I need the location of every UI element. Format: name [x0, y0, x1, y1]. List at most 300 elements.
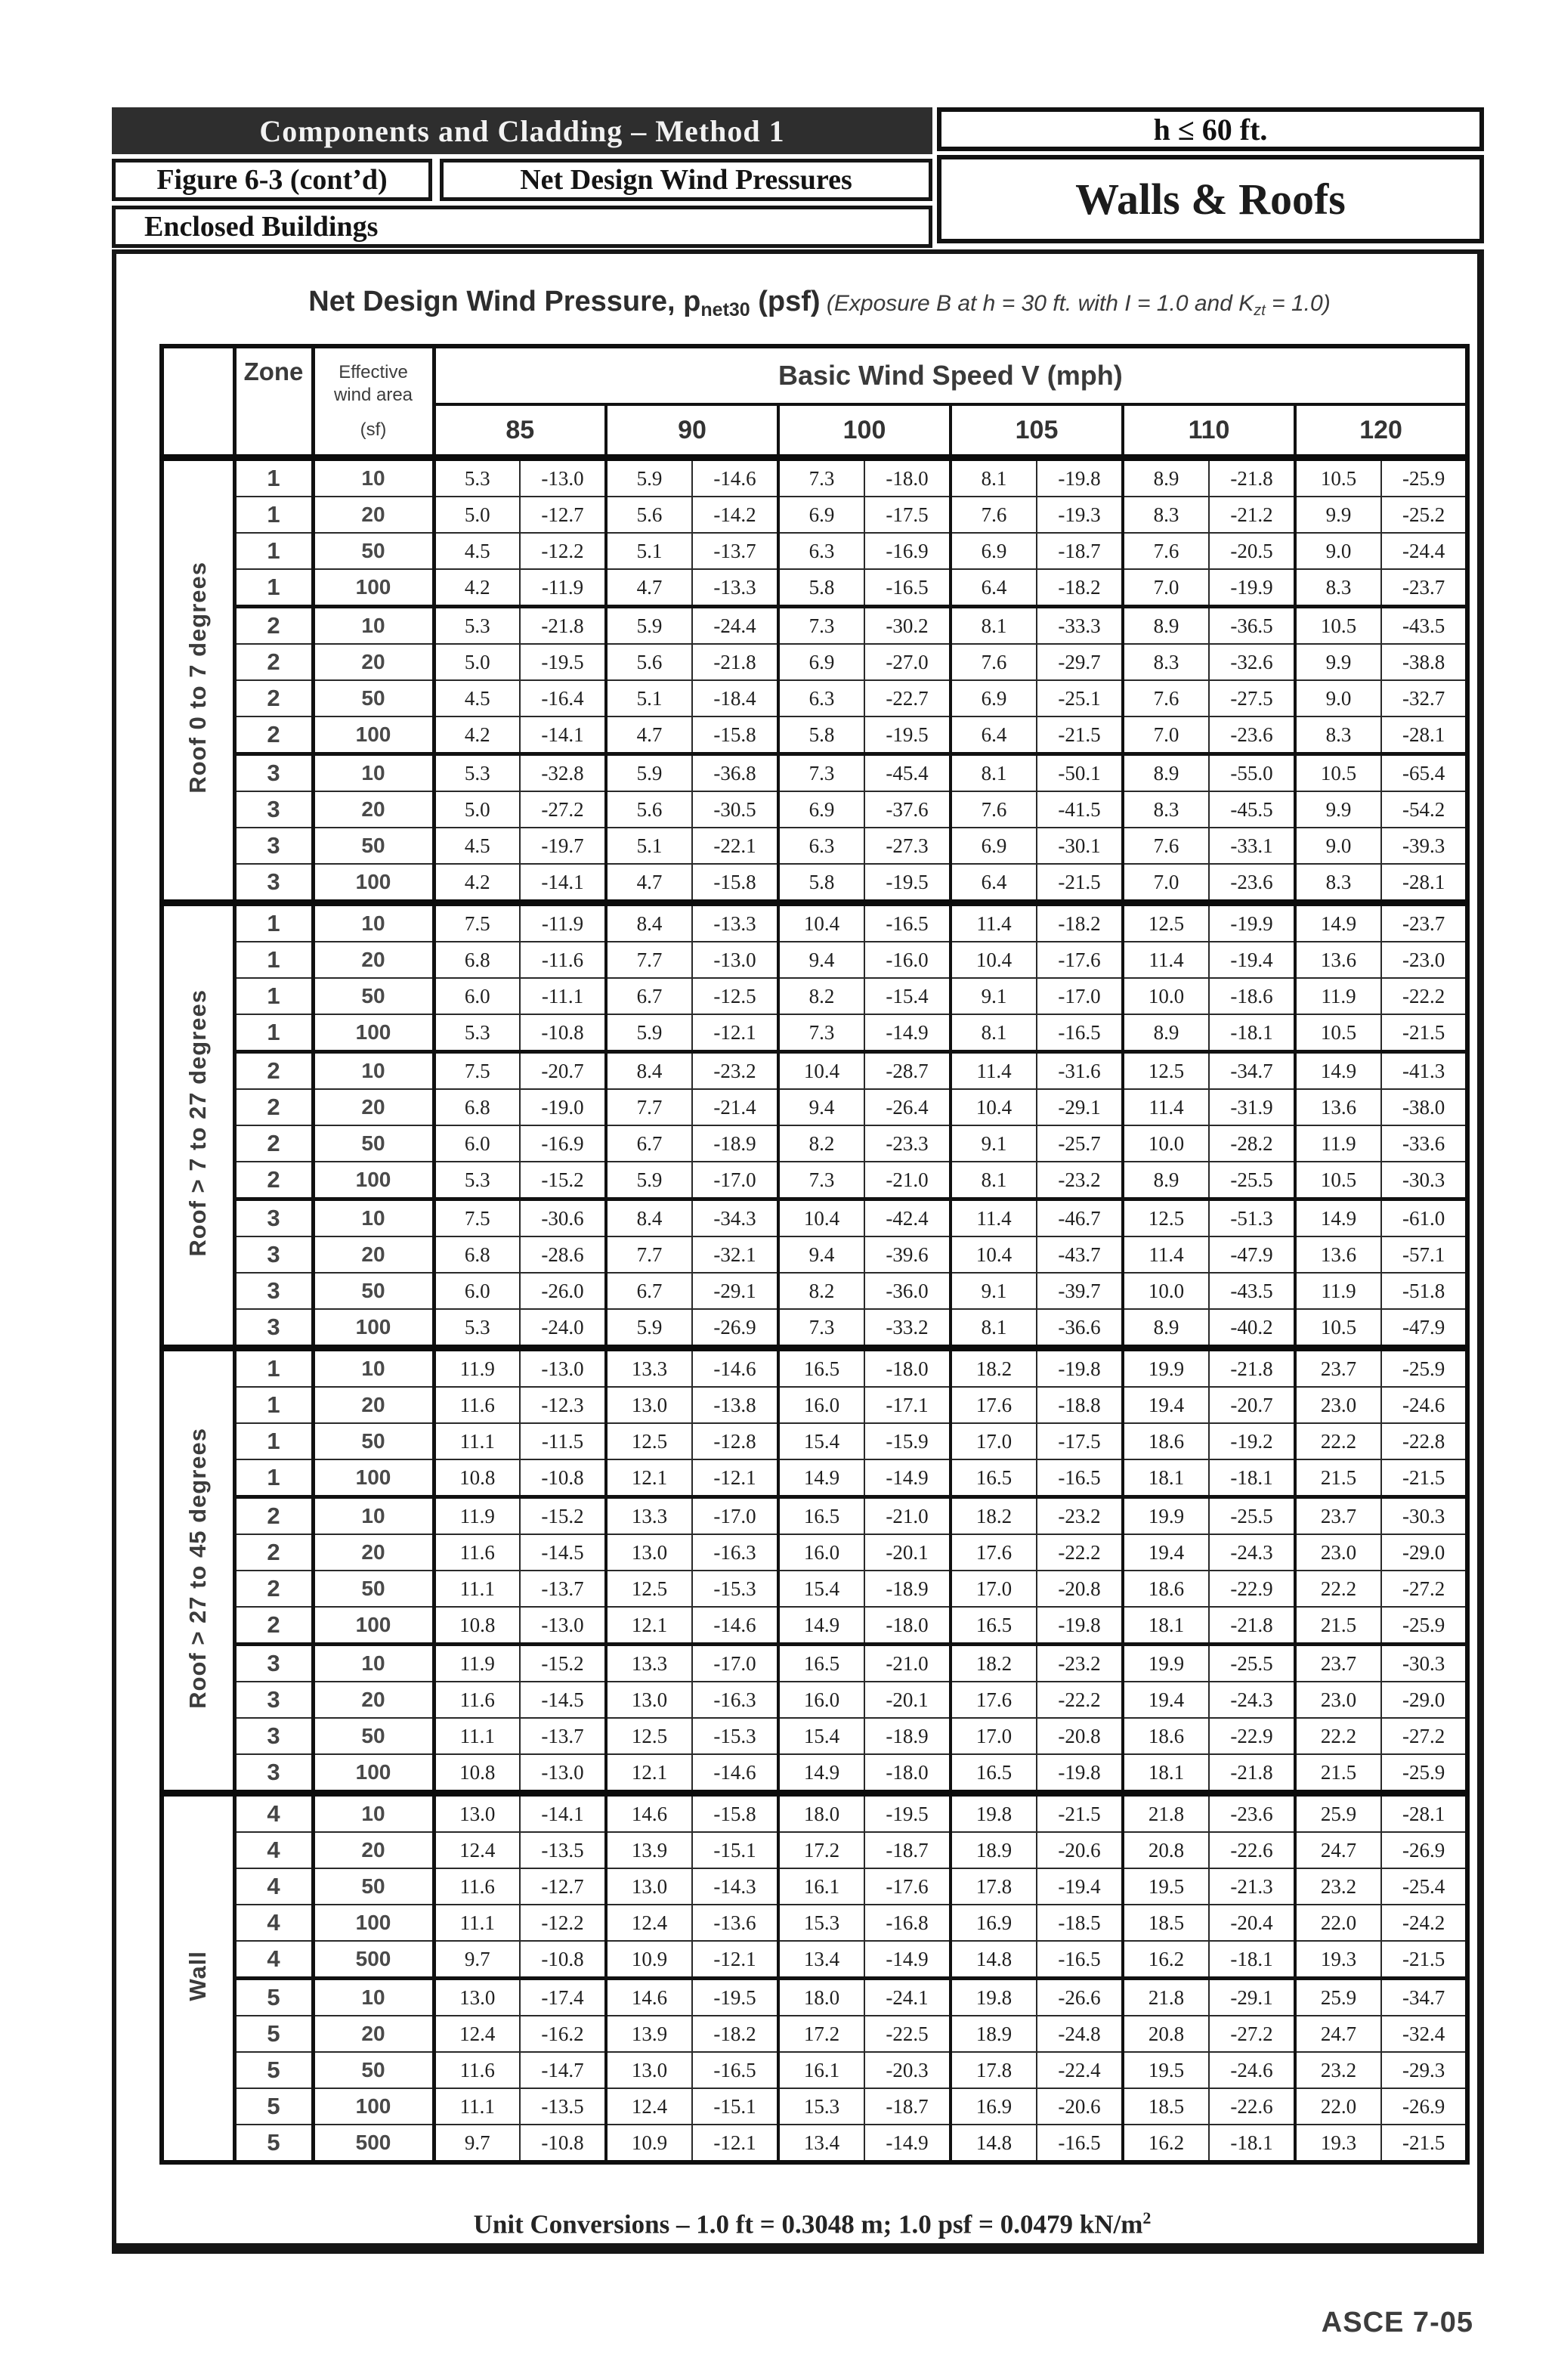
positive-pressure-cell: 23.0 — [1295, 1387, 1381, 1423]
zone-cell: 1 — [234, 942, 313, 978]
positive-pressure-cell: 15.4 — [778, 1423, 864, 1459]
negative-pressure-cell: -21.8 — [1209, 1607, 1295, 1645]
negative-pressure-cell: -47.9 — [1209, 1236, 1295, 1273]
positive-pressure-cell: 8.3 — [1295, 569, 1381, 607]
positive-pressure-cell: 11.4 — [951, 1052, 1037, 1090]
negative-pressure-cell: -22.9 — [1209, 1571, 1295, 1607]
table-row — [162, 1459, 1467, 1497]
positive-pressure-cell: 6.9 — [951, 533, 1037, 569]
negative-pressure-cell: -22.4 — [1037, 2052, 1123, 2088]
positive-pressure-cell: 6.3 — [778, 533, 864, 569]
negative-pressure-cell: -18.2 — [1037, 903, 1123, 942]
negative-pressure-cell: -19.5 — [520, 644, 606, 680]
negative-pressure-cell: -13.3 — [692, 903, 778, 942]
negative-pressure-cell: -13.5 — [520, 1832, 606, 1868]
positive-pressure-cell: 11.4 — [1123, 1089, 1209, 1125]
positive-pressure-cell: 6.0 — [434, 978, 520, 1014]
positive-pressure-cell: 5.3 — [434, 1014, 520, 1052]
negative-pressure-cell: -25.9 — [1381, 1754, 1467, 1794]
negative-pressure-cell: -33.2 — [864, 1309, 951, 1348]
positive-pressure-cell: 14.9 — [1295, 1052, 1381, 1090]
negative-pressure-cell: -16.3 — [692, 1682, 778, 1718]
positive-pressure-cell: 17.6 — [951, 1534, 1037, 1571]
negative-pressure-cell: -22.2 — [1037, 1682, 1123, 1718]
table-corner-cell — [162, 346, 234, 458]
positive-pressure-cell: 15.3 — [778, 2088, 864, 2125]
zone-cell: 2 — [234, 1162, 313, 1199]
negative-pressure-cell: -20.1 — [864, 1534, 951, 1571]
negative-pressure-cell: -13.5 — [520, 2088, 606, 2125]
negative-pressure-cell: -32.6 — [1209, 644, 1295, 680]
positive-pressure-cell: 14.6 — [606, 1979, 692, 2016]
negative-pressure-cell: -19.8 — [1037, 1607, 1123, 1645]
negative-pressure-cell: -10.8 — [520, 1014, 606, 1052]
negative-pressure-cell: -14.9 — [864, 2125, 951, 2162]
positive-pressure-cell: 9.7 — [434, 2125, 520, 2162]
table-row — [162, 458, 1467, 497]
effective-area-cell: 50 — [313, 978, 434, 1014]
table-row — [162, 1941, 1467, 1979]
positive-pressure-cell: 5.3 — [434, 1309, 520, 1348]
negative-pressure-cell: -51.3 — [1209, 1199, 1295, 1237]
negative-pressure-cell: -16.5 — [692, 2052, 778, 2088]
positive-pressure-cell: 8.9 — [1123, 754, 1209, 792]
table-row — [162, 1309, 1467, 1348]
positive-pressure-cell: 6.8 — [434, 1089, 520, 1125]
positive-pressure-cell: 20.8 — [1123, 1832, 1209, 1868]
negative-pressure-cell: -21.2 — [1209, 497, 1295, 533]
positive-pressure-cell: 11.1 — [434, 2088, 520, 2125]
effective-area-cell: 100 — [313, 2088, 434, 2125]
zone-cell: 1 — [234, 497, 313, 533]
positive-pressure-cell: 8.2 — [778, 1273, 864, 1309]
effective-area-cell: 100 — [313, 1162, 434, 1199]
negative-pressure-cell: -21.5 — [1037, 1794, 1123, 1833]
positive-pressure-cell: 11.9 — [1295, 1273, 1381, 1309]
effective-area-cell: 500 — [313, 1941, 434, 1979]
positive-pressure-cell: 18.0 — [778, 1794, 864, 1833]
positive-pressure-cell: 9.0 — [1295, 680, 1381, 716]
positive-pressure-cell: 15.4 — [778, 1718, 864, 1754]
positive-pressure-cell: 11.4 — [1123, 942, 1209, 978]
negative-pressure-cell: -24.2 — [1381, 1905, 1467, 1941]
positive-pressure-cell: 9.7 — [434, 1941, 520, 1979]
negative-pressure-cell: -25.5 — [1209, 1162, 1295, 1199]
table-row — [162, 533, 1467, 569]
positive-pressure-cell: 7.7 — [606, 942, 692, 978]
table-row — [162, 1199, 1467, 1237]
effective-area-cell: 100 — [313, 1754, 434, 1794]
negative-pressure-cell: -21.5 — [1381, 1014, 1467, 1052]
negative-pressure-cell: -16.9 — [864, 533, 951, 569]
negative-pressure-cell: -11.9 — [520, 903, 606, 942]
negative-pressure-cell: -22.7 — [864, 680, 951, 716]
negative-pressure-cell: -10.8 — [520, 2125, 606, 2162]
negative-pressure-cell: -20.8 — [1037, 1571, 1123, 1607]
table-row — [162, 828, 1467, 864]
positive-pressure-cell: 19.8 — [951, 1979, 1037, 2016]
negative-pressure-cell: -26.9 — [1381, 1832, 1467, 1868]
table-row — [162, 1607, 1467, 1645]
positive-pressure-cell: 10.4 — [778, 1199, 864, 1237]
negative-pressure-cell: -17.0 — [692, 1497, 778, 1535]
negative-pressure-cell: -22.2 — [1381, 978, 1467, 1014]
positive-pressure-cell: 5.3 — [434, 1162, 520, 1199]
negative-pressure-cell: -32.8 — [520, 754, 606, 792]
positive-pressure-cell: 8.1 — [951, 458, 1037, 497]
negative-pressure-cell: -27.3 — [864, 828, 951, 864]
negative-pressure-cell: -16.5 — [1037, 1459, 1123, 1497]
positive-pressure-cell: 5.9 — [606, 458, 692, 497]
pressure-table-body — [162, 458, 1467, 2163]
negative-pressure-cell: -19.5 — [864, 864, 951, 903]
positive-pressure-cell: 6.8 — [434, 942, 520, 978]
negative-pressure-cell: -36.8 — [692, 754, 778, 792]
positive-pressure-cell: 10.4 — [951, 1089, 1037, 1125]
negative-pressure-cell: -36.0 — [864, 1273, 951, 1309]
effective-area-cell: 50 — [313, 828, 434, 864]
positive-pressure-cell: 4.5 — [434, 828, 520, 864]
negative-pressure-cell: -17.4 — [520, 1979, 606, 2016]
positive-pressure-cell: 11.4 — [951, 1199, 1037, 1237]
negative-pressure-cell: -13.6 — [692, 1905, 778, 1941]
negative-pressure-cell: -25.7 — [1037, 1125, 1123, 1162]
table-row — [162, 2016, 1467, 2052]
wind-speed-value: 105 — [951, 404, 1123, 458]
positive-pressure-cell: 10.8 — [434, 1459, 520, 1497]
effective-area-cell: 100 — [313, 1459, 434, 1497]
positive-pressure-cell: 16.0 — [778, 1682, 864, 1718]
negative-pressure-cell: -28.1 — [1381, 716, 1467, 754]
positive-pressure-cell: 5.3 — [434, 607, 520, 645]
negative-pressure-cell: -23.7 — [1381, 903, 1467, 942]
negative-pressure-cell: -16.8 — [864, 1905, 951, 1941]
effective-area-cell: 10 — [313, 903, 434, 942]
negative-pressure-cell: -17.5 — [864, 497, 951, 533]
negative-pressure-cell: -27.2 — [520, 791, 606, 828]
negative-pressure-cell: -29.0 — [1381, 1534, 1467, 1571]
positive-pressure-cell: 22.2 — [1295, 1718, 1381, 1754]
negative-pressure-cell: -12.1 — [692, 1941, 778, 1979]
negative-pressure-cell: -33.6 — [1381, 1125, 1467, 1162]
positive-pressure-cell: 19.3 — [1295, 2125, 1381, 2162]
positive-pressure-cell: 23.2 — [1295, 2052, 1381, 2088]
negative-pressure-cell: -21.0 — [864, 1497, 951, 1535]
positive-pressure-cell: 5.0 — [434, 791, 520, 828]
positive-pressure-cell: 17.6 — [951, 1682, 1037, 1718]
negative-pressure-cell: -16.5 — [864, 903, 951, 942]
negative-pressure-cell: -21.5 — [1037, 716, 1123, 754]
positive-pressure-cell: 14.6 — [606, 1794, 692, 1833]
negative-pressure-cell: -19.2 — [1209, 1423, 1295, 1459]
table-row — [162, 1236, 1467, 1273]
negative-pressure-cell: -26.4 — [864, 1089, 951, 1125]
negative-pressure-cell: -22.2 — [1037, 1534, 1123, 1571]
negative-pressure-cell: -24.1 — [864, 1979, 951, 2016]
effective-area-cell: 500 — [313, 2125, 434, 2162]
positive-pressure-cell: 16.5 — [778, 1497, 864, 1535]
negative-pressure-cell: -25.5 — [1209, 1645, 1295, 1682]
area-column-header — [313, 346, 434, 458]
negative-pressure-cell: -26.6 — [1037, 1979, 1123, 2016]
negative-pressure-cell: -27.2 — [1209, 2016, 1295, 2052]
negative-pressure-cell: -22.5 — [864, 2016, 951, 2052]
negative-pressure-cell: -18.2 — [1037, 569, 1123, 607]
negative-pressure-cell: -18.9 — [692, 1125, 778, 1162]
zone-cell: 4 — [234, 1832, 313, 1868]
positive-pressure-cell: 17.2 — [778, 1832, 864, 1868]
table-row — [162, 1979, 1467, 2016]
negative-pressure-cell: -55.0 — [1209, 754, 1295, 792]
zone-cell: 2 — [234, 1497, 313, 1535]
positive-pressure-cell: 7.3 — [778, 458, 864, 497]
positive-pressure-cell: 9.9 — [1295, 497, 1381, 533]
positive-pressure-cell: 21.5 — [1295, 1607, 1381, 1645]
positive-pressure-cell: 11.9 — [434, 1497, 520, 1535]
negative-pressure-cell: -39.3 — [1381, 828, 1467, 864]
table-row — [162, 2125, 1467, 2162]
negative-pressure-cell: -47.9 — [1381, 1309, 1467, 1348]
positive-pressure-cell: 5.0 — [434, 497, 520, 533]
negative-pressure-cell: -20.7 — [520, 1052, 606, 1090]
positive-pressure-cell: 11.4 — [951, 903, 1037, 942]
positive-pressure-cell: 11.1 — [434, 1423, 520, 1459]
table-row — [162, 1423, 1467, 1459]
negative-pressure-cell: -17.0 — [692, 1645, 778, 1682]
zone-cell: 3 — [234, 1199, 313, 1237]
positive-pressure-cell: 13.9 — [606, 1832, 692, 1868]
positive-pressure-cell: 7.0 — [1123, 716, 1209, 754]
negative-pressure-cell: -16.5 — [1037, 1941, 1123, 1979]
negative-pressure-cell: -24.6 — [1209, 2052, 1295, 2088]
positive-pressure-cell: 5.6 — [606, 497, 692, 533]
zone-cell: 2 — [234, 1607, 313, 1645]
zone-cell: 3 — [234, 754, 313, 792]
table-row — [162, 1125, 1467, 1162]
positive-pressure-cell: 8.2 — [778, 1125, 864, 1162]
positive-pressure-cell: 9.9 — [1295, 791, 1381, 828]
zone-cell: 3 — [234, 1718, 313, 1754]
negative-pressure-cell: -43.5 — [1381, 607, 1467, 645]
negative-pressure-cell: -14.9 — [864, 1459, 951, 1497]
positive-pressure-cell: 12.1 — [606, 1607, 692, 1645]
surface-group-cell — [162, 458, 234, 903]
negative-pressure-cell: -21.0 — [864, 1645, 951, 1682]
net-design-wind-pressures-label: Net Design Wind Pressures — [440, 159, 932, 201]
negative-pressure-cell: -30.1 — [1037, 828, 1123, 864]
positive-pressure-cell: 5.0 — [434, 644, 520, 680]
positive-pressure-cell: 18.1 — [1123, 1607, 1209, 1645]
negative-pressure-cell: -30.5 — [692, 791, 778, 828]
negative-pressure-cell: -14.1 — [520, 716, 606, 754]
effective-area-cell: 10 — [313, 1645, 434, 1682]
positive-pressure-cell: 7.3 — [778, 754, 864, 792]
wind-speed-value: 120 — [1295, 404, 1467, 458]
positive-pressure-cell: 5.1 — [606, 828, 692, 864]
negative-pressure-cell: -21.8 — [1209, 458, 1295, 497]
zone-cell: 5 — [234, 2125, 313, 2162]
negative-pressure-cell: -14.3 — [692, 1868, 778, 1905]
positive-pressure-cell: 4.7 — [606, 864, 692, 903]
negative-pressure-cell: -23.2 — [1037, 1645, 1123, 1682]
zone-cell: 2 — [234, 1052, 313, 1090]
positive-pressure-cell: 11.9 — [434, 1348, 520, 1388]
positive-pressure-cell: 11.9 — [434, 1645, 520, 1682]
positive-pressure-cell: 4.5 — [434, 680, 520, 716]
positive-pressure-cell: 15.3 — [778, 1905, 864, 1941]
positive-pressure-cell: 17.6 — [951, 1387, 1037, 1423]
positive-pressure-cell: 21.8 — [1123, 1794, 1209, 1833]
positive-pressure-cell: 11.9 — [1295, 978, 1381, 1014]
positive-pressure-cell: 10.0 — [1123, 1273, 1209, 1309]
table-row — [162, 607, 1467, 645]
negative-pressure-cell: -21.8 — [1209, 1754, 1295, 1794]
table-row — [162, 1348, 1467, 1388]
table-title — [162, 286, 1477, 321]
positive-pressure-cell: 19.9 — [1123, 1497, 1209, 1535]
negative-pressure-cell: -13.7 — [520, 1571, 606, 1607]
positive-pressure-cell: 5.9 — [606, 1162, 692, 1199]
positive-pressure-cell: 8.9 — [1123, 607, 1209, 645]
figure-body-frame — [112, 249, 1484, 2254]
positive-pressure-cell: 10.8 — [434, 1754, 520, 1794]
negative-pressure-cell: -15.3 — [692, 1718, 778, 1754]
positive-pressure-cell: 8.1 — [951, 607, 1037, 645]
negative-pressure-cell: -15.1 — [692, 2088, 778, 2125]
positive-pressure-cell: 16.2 — [1123, 1941, 1209, 1979]
positive-pressure-cell: 11.6 — [434, 2052, 520, 2088]
negative-pressure-cell: -12.3 — [520, 1387, 606, 1423]
positive-pressure-cell: 14.9 — [778, 1459, 864, 1497]
negative-pressure-cell: -24.8 — [1037, 2016, 1123, 2052]
table-title-condition-subscript: zt — [1254, 302, 1266, 319]
wind-speed-value: 90 — [606, 404, 778, 458]
zone-cell: 5 — [234, 2016, 313, 2052]
positive-pressure-cell: 10.9 — [606, 2125, 692, 2162]
negative-pressure-cell: -16.5 — [864, 569, 951, 607]
unit-conversions — [159, 2208, 1465, 2240]
negative-pressure-cell: -18.6 — [1209, 978, 1295, 1014]
positive-pressure-cell: 5.6 — [606, 791, 692, 828]
positive-pressure-cell: 19.9 — [1123, 1645, 1209, 1682]
negative-pressure-cell: -25.9 — [1381, 458, 1467, 497]
negative-pressure-cell: -20.3 — [864, 2052, 951, 2088]
positive-pressure-cell: 22.2 — [1295, 1571, 1381, 1607]
negative-pressure-cell: -20.6 — [1037, 1832, 1123, 1868]
effective-area-cell: 50 — [313, 1423, 434, 1459]
positive-pressure-cell: 5.9 — [606, 754, 692, 792]
effective-area-cell: 10 — [313, 1348, 434, 1388]
negative-pressure-cell: -24.0 — [520, 1309, 606, 1348]
positive-pressure-cell: 4.2 — [434, 569, 520, 607]
positive-pressure-cell: 8.3 — [1123, 497, 1209, 533]
positive-pressure-cell: 13.3 — [606, 1645, 692, 1682]
wind-speed-value: 100 — [778, 404, 951, 458]
positive-pressure-cell: 16.5 — [778, 1348, 864, 1388]
negative-pressure-cell: -57.1 — [1381, 1236, 1467, 1273]
negative-pressure-cell: -43.5 — [1209, 1273, 1295, 1309]
positive-pressure-cell: 12.5 — [606, 1718, 692, 1754]
negative-pressure-cell: -15.2 — [520, 1497, 606, 1535]
negative-pressure-cell: -12.8 — [692, 1423, 778, 1459]
table-row — [162, 791, 1467, 828]
positive-pressure-cell: 10.5 — [1295, 754, 1381, 792]
negative-pressure-cell: -13.0 — [520, 1754, 606, 1794]
negative-pressure-cell: -40.2 — [1209, 1309, 1295, 1348]
positive-pressure-cell: 16.5 — [951, 1754, 1037, 1794]
positive-pressure-cell: 4.7 — [606, 569, 692, 607]
effective-area-cell: 50 — [313, 680, 434, 716]
effective-area-cell: 50 — [313, 1718, 434, 1754]
negative-pressure-cell: -15.9 — [864, 1423, 951, 1459]
negative-pressure-cell: -14.6 — [692, 1348, 778, 1388]
negative-pressure-cell: -18.2 — [692, 2016, 778, 2052]
negative-pressure-cell: -42.4 — [864, 1199, 951, 1237]
table-row — [162, 1162, 1467, 1199]
positive-pressure-cell: 5.3 — [434, 754, 520, 792]
negative-pressure-cell: -12.7 — [520, 1868, 606, 1905]
building-type-label: Enclosed Buildings — [112, 206, 932, 248]
negative-pressure-cell: -12.7 — [520, 497, 606, 533]
positive-pressure-cell: 9.4 — [778, 942, 864, 978]
surface-group-cell — [162, 903, 234, 1348]
effective-area-cell: 20 — [313, 1236, 434, 1273]
negative-pressure-cell: -14.7 — [520, 2052, 606, 2088]
negative-pressure-cell: -20.4 — [1209, 1905, 1295, 1941]
zone-cell: 3 — [234, 828, 313, 864]
positive-pressure-cell: 13.6 — [1295, 942, 1381, 978]
negative-pressure-cell: -15.4 — [864, 978, 951, 1014]
negative-pressure-cell: -26.9 — [1381, 2088, 1467, 2125]
negative-pressure-cell: -19.9 — [1209, 569, 1295, 607]
positive-pressure-cell: 5.9 — [606, 1309, 692, 1348]
positive-pressure-cell: 10.0 — [1123, 1125, 1209, 1162]
positive-pressure-cell: 7.6 — [1123, 533, 1209, 569]
negative-pressure-cell: -28.2 — [1209, 1125, 1295, 1162]
effective-area-cell: 10 — [313, 1052, 434, 1090]
negative-pressure-cell: -15.3 — [692, 1571, 778, 1607]
negative-pressure-cell: -18.4 — [692, 680, 778, 716]
negative-pressure-cell: -32.7 — [1381, 680, 1467, 716]
negative-pressure-cell: -16.4 — [520, 680, 606, 716]
effective-area-cell: 10 — [313, 458, 434, 497]
zone-cell: 1 — [234, 1459, 313, 1497]
negative-pressure-cell: -21.5 — [1037, 864, 1123, 903]
positive-pressure-cell: 4.7 — [606, 716, 692, 754]
negative-pressure-cell: -18.0 — [864, 1754, 951, 1794]
positive-pressure-cell: 25.9 — [1295, 1979, 1381, 2016]
zone-cell: 2 — [234, 716, 313, 754]
positive-pressure-cell: 14.9 — [778, 1607, 864, 1645]
negative-pressure-cell: -28.1 — [1381, 864, 1467, 903]
positive-pressure-cell: 17.0 — [951, 1423, 1037, 1459]
positive-pressure-cell: 19.8 — [951, 1794, 1037, 1833]
positive-pressure-cell: 6.9 — [951, 680, 1037, 716]
effective-area-cell: 10 — [313, 754, 434, 792]
negative-pressure-cell: -12.2 — [520, 533, 606, 569]
positive-pressure-cell: 11.1 — [434, 1571, 520, 1607]
positive-pressure-cell: 23.0 — [1295, 1682, 1381, 1718]
positive-pressure-cell: 23.0 — [1295, 1534, 1381, 1571]
document-reference: ASCE 7-05 — [1321, 2307, 1473, 2338]
table-row — [162, 1534, 1467, 1571]
negative-pressure-cell: -13.3 — [692, 569, 778, 607]
positive-pressure-cell: 13.0 — [606, 1868, 692, 1905]
table-row — [162, 2088, 1467, 2125]
zone-cell: 2 — [234, 1534, 313, 1571]
negative-pressure-cell: -21.8 — [520, 607, 606, 645]
positive-pressure-cell: 7.7 — [606, 1236, 692, 1273]
